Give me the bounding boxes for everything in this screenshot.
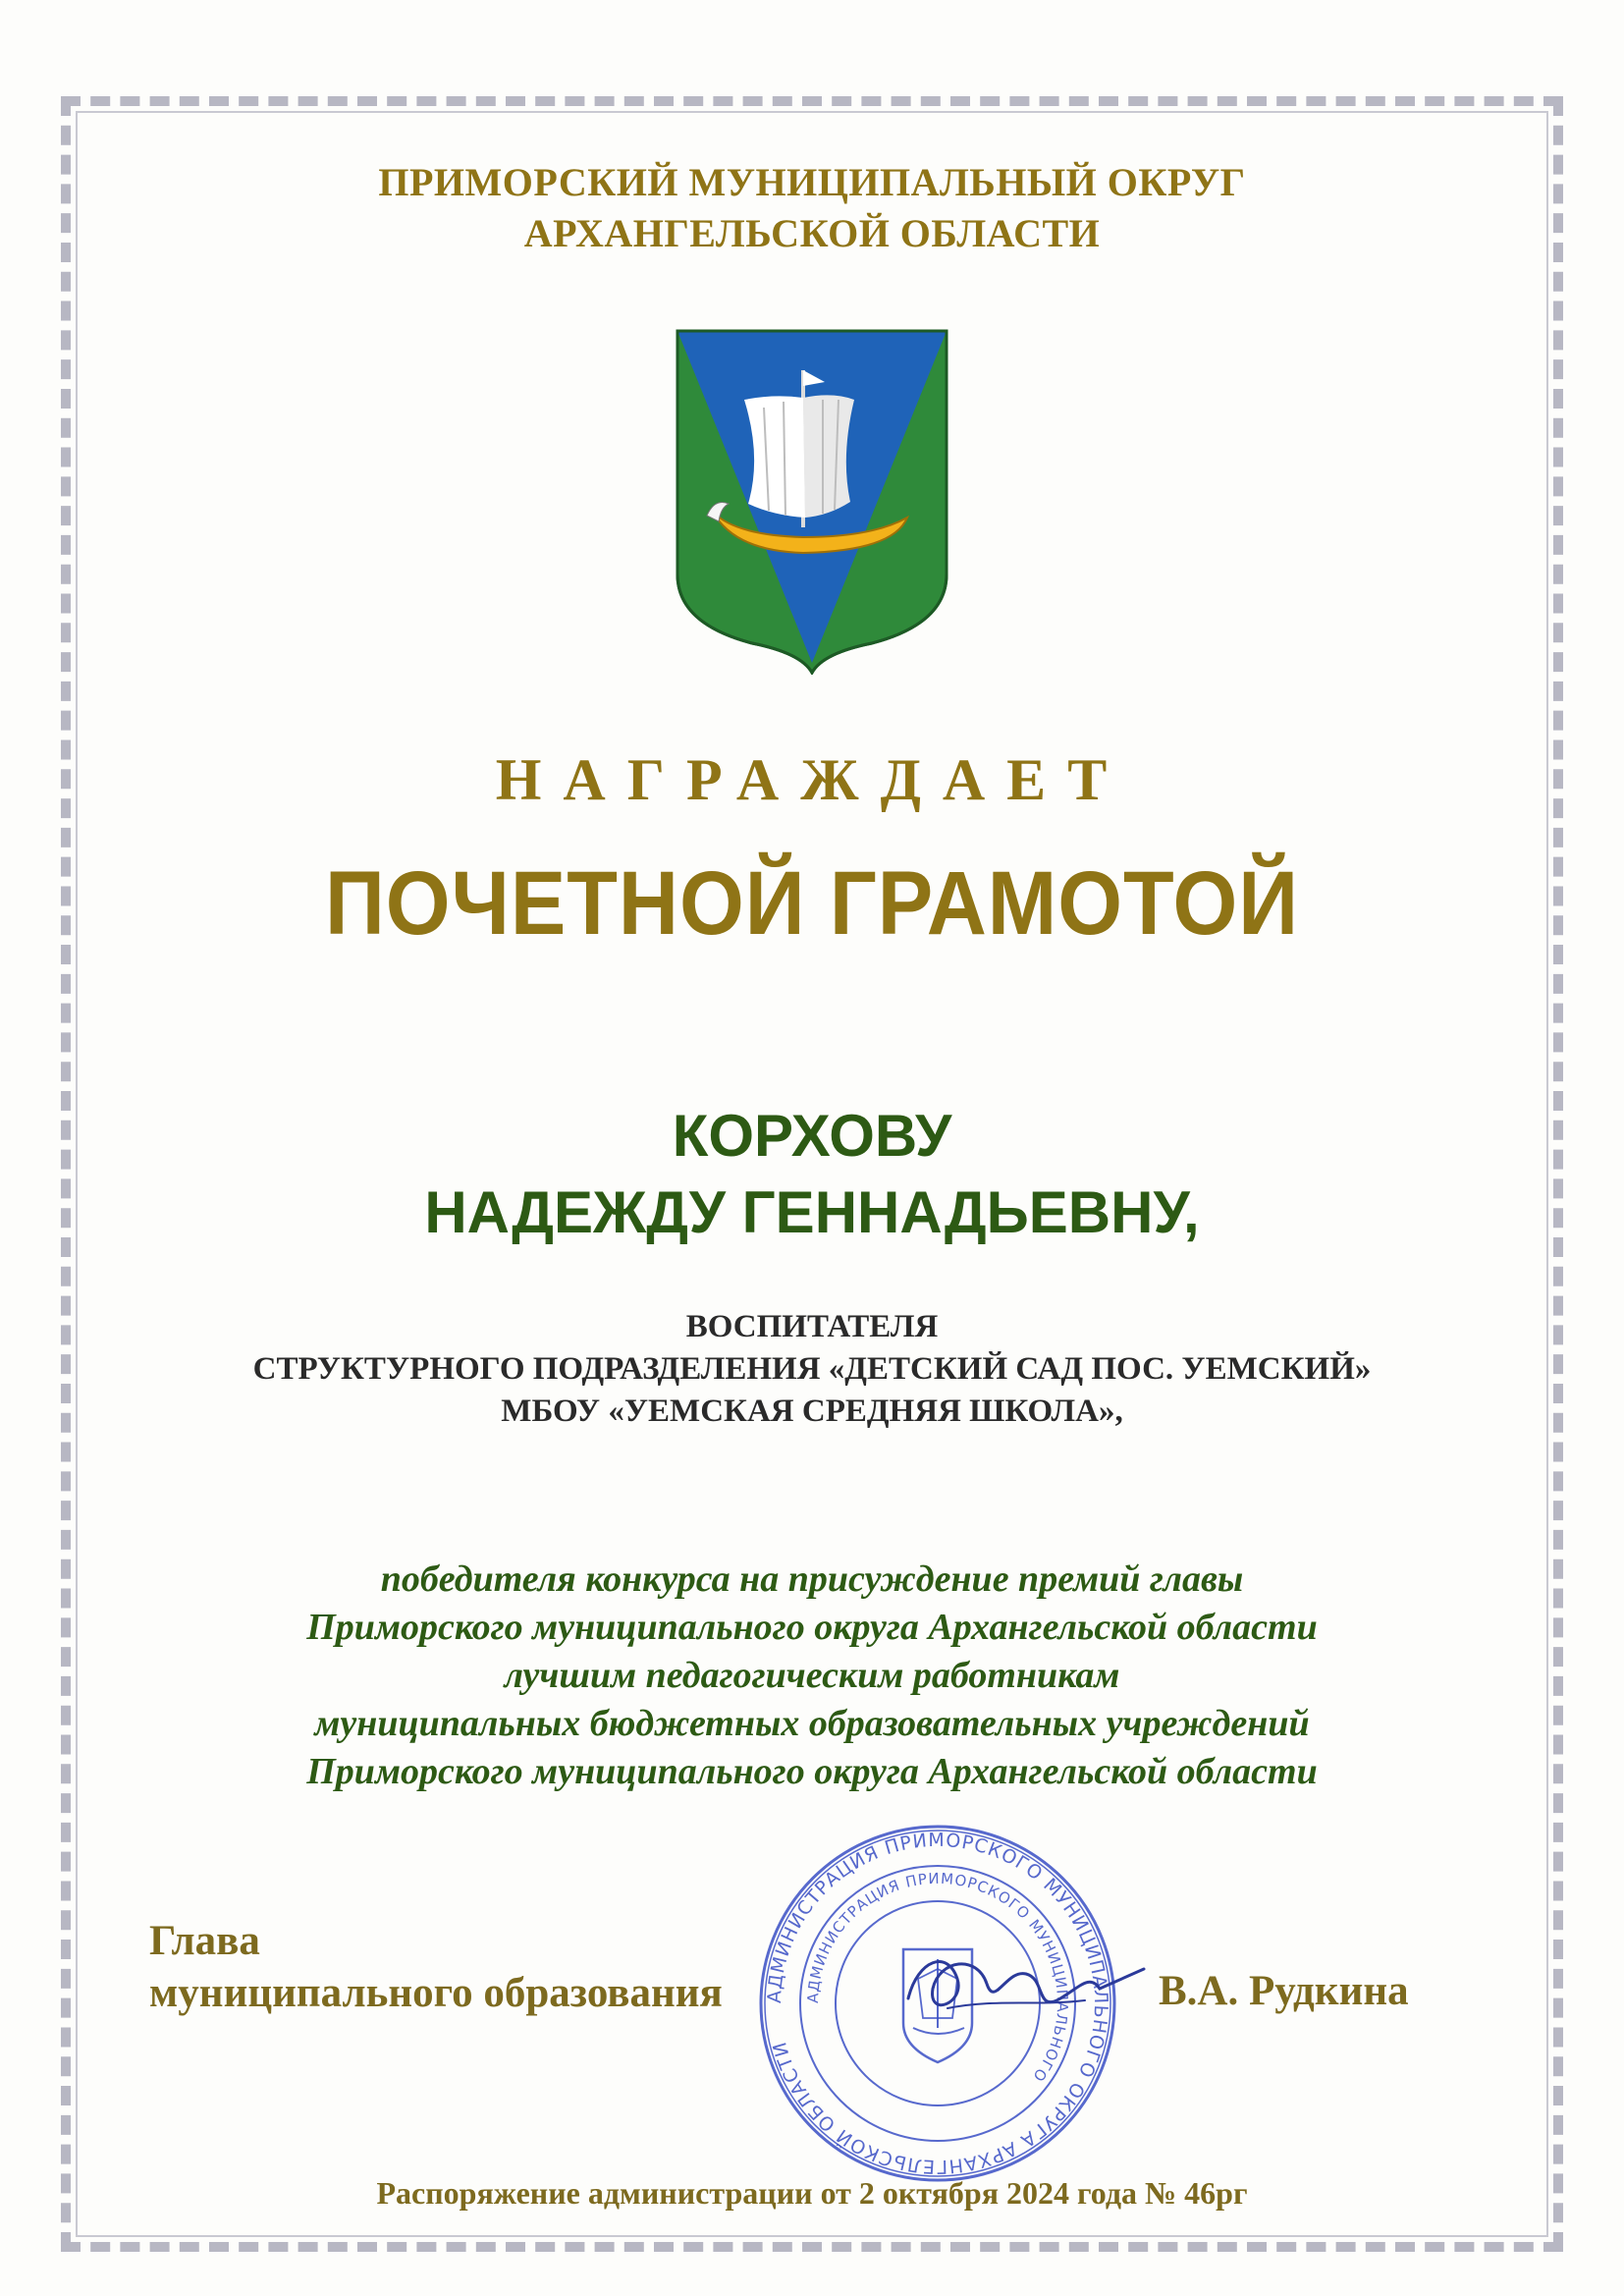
signatory-title-line-2: муниципального образования [149, 1970, 723, 2016]
coat-of-arms-ship-icon [676, 329, 948, 675]
reason-line: победителя конкурса на присуждение премий главы [380, 1558, 1244, 1600]
position-line-2: СТРУКТУРНОГО ПОДРАЗДЕЛЕНИЯ «ДЕТСКИЙ САД ПОС. УЕМСКИЙ» [252, 1351, 1372, 1387]
award-reason [0, 1556, 1624, 1796]
decree-reference: Распоряжение администрации от 2 октября 2024 года № 46рг [376, 2175, 1248, 2211]
signatory-name: В.А. Рудкина [1159, 1968, 1409, 2014]
issuer-line-2: АРХАНГЕЛЬСКОЙ ОБЛАСТИ [523, 211, 1101, 255]
reason-line: Приморского муниципального округа Архангельской области [306, 1751, 1318, 1792]
position-line-1: ВОСПИТАТЕЛЯ [685, 1309, 939, 1344]
recipient-surname: КОРХОВУ [672, 1103, 952, 1169]
issuer-line-1: ПРИМОРСКИЙ МУНИЦИПАЛЬНЫЙ ОКРУГ [378, 160, 1246, 204]
issuer-header [0, 157, 1624, 259]
award-action: НАГРАЖДАЕТ [495, 747, 1129, 812]
seal-inner-text: АДМИНИСТРАЦИЯ ПРИМОРСКОГО МУНИЦИПАЛЬНОГО [803, 1869, 1072, 2086]
handwritten-signature [889, 1930, 1154, 2038]
signatory-title [149, 1915, 723, 2019]
recipient-given-names: НАДЕЖДУ ГЕННАДЬЕВНУ, [424, 1179, 1200, 1245]
signatory-title-line-1: Глава [149, 1918, 260, 1964]
recipient-position [0, 1306, 1624, 1433]
reason-line: Приморского муниципального округа Архангельской области [306, 1607, 1318, 1648]
reason-line: лучшим педагогическим работникам [504, 1655, 1120, 1696]
position-line-3: МБОУ «УЕМСКАЯ СРЕДНЯЯ ШКОЛА», [501, 1394, 1123, 1429]
seal-outer-text: АДМИНИСТРАЦИЯ ПРИМОРСКОГО МУНИЦИПАЛЬНОГО ОКРУГА АРХАНГЕЛЬСКОЙ ОБЛАСТИ [763, 1829, 1112, 2178]
reason-line: муниципальных бюджетных образовательных учреждений [314, 1703, 1310, 1744]
recipient-name [0, 1098, 1624, 1251]
award-title: ПОЧЕТНОЙ ГРАМОТОЙ [325, 853, 1299, 954]
